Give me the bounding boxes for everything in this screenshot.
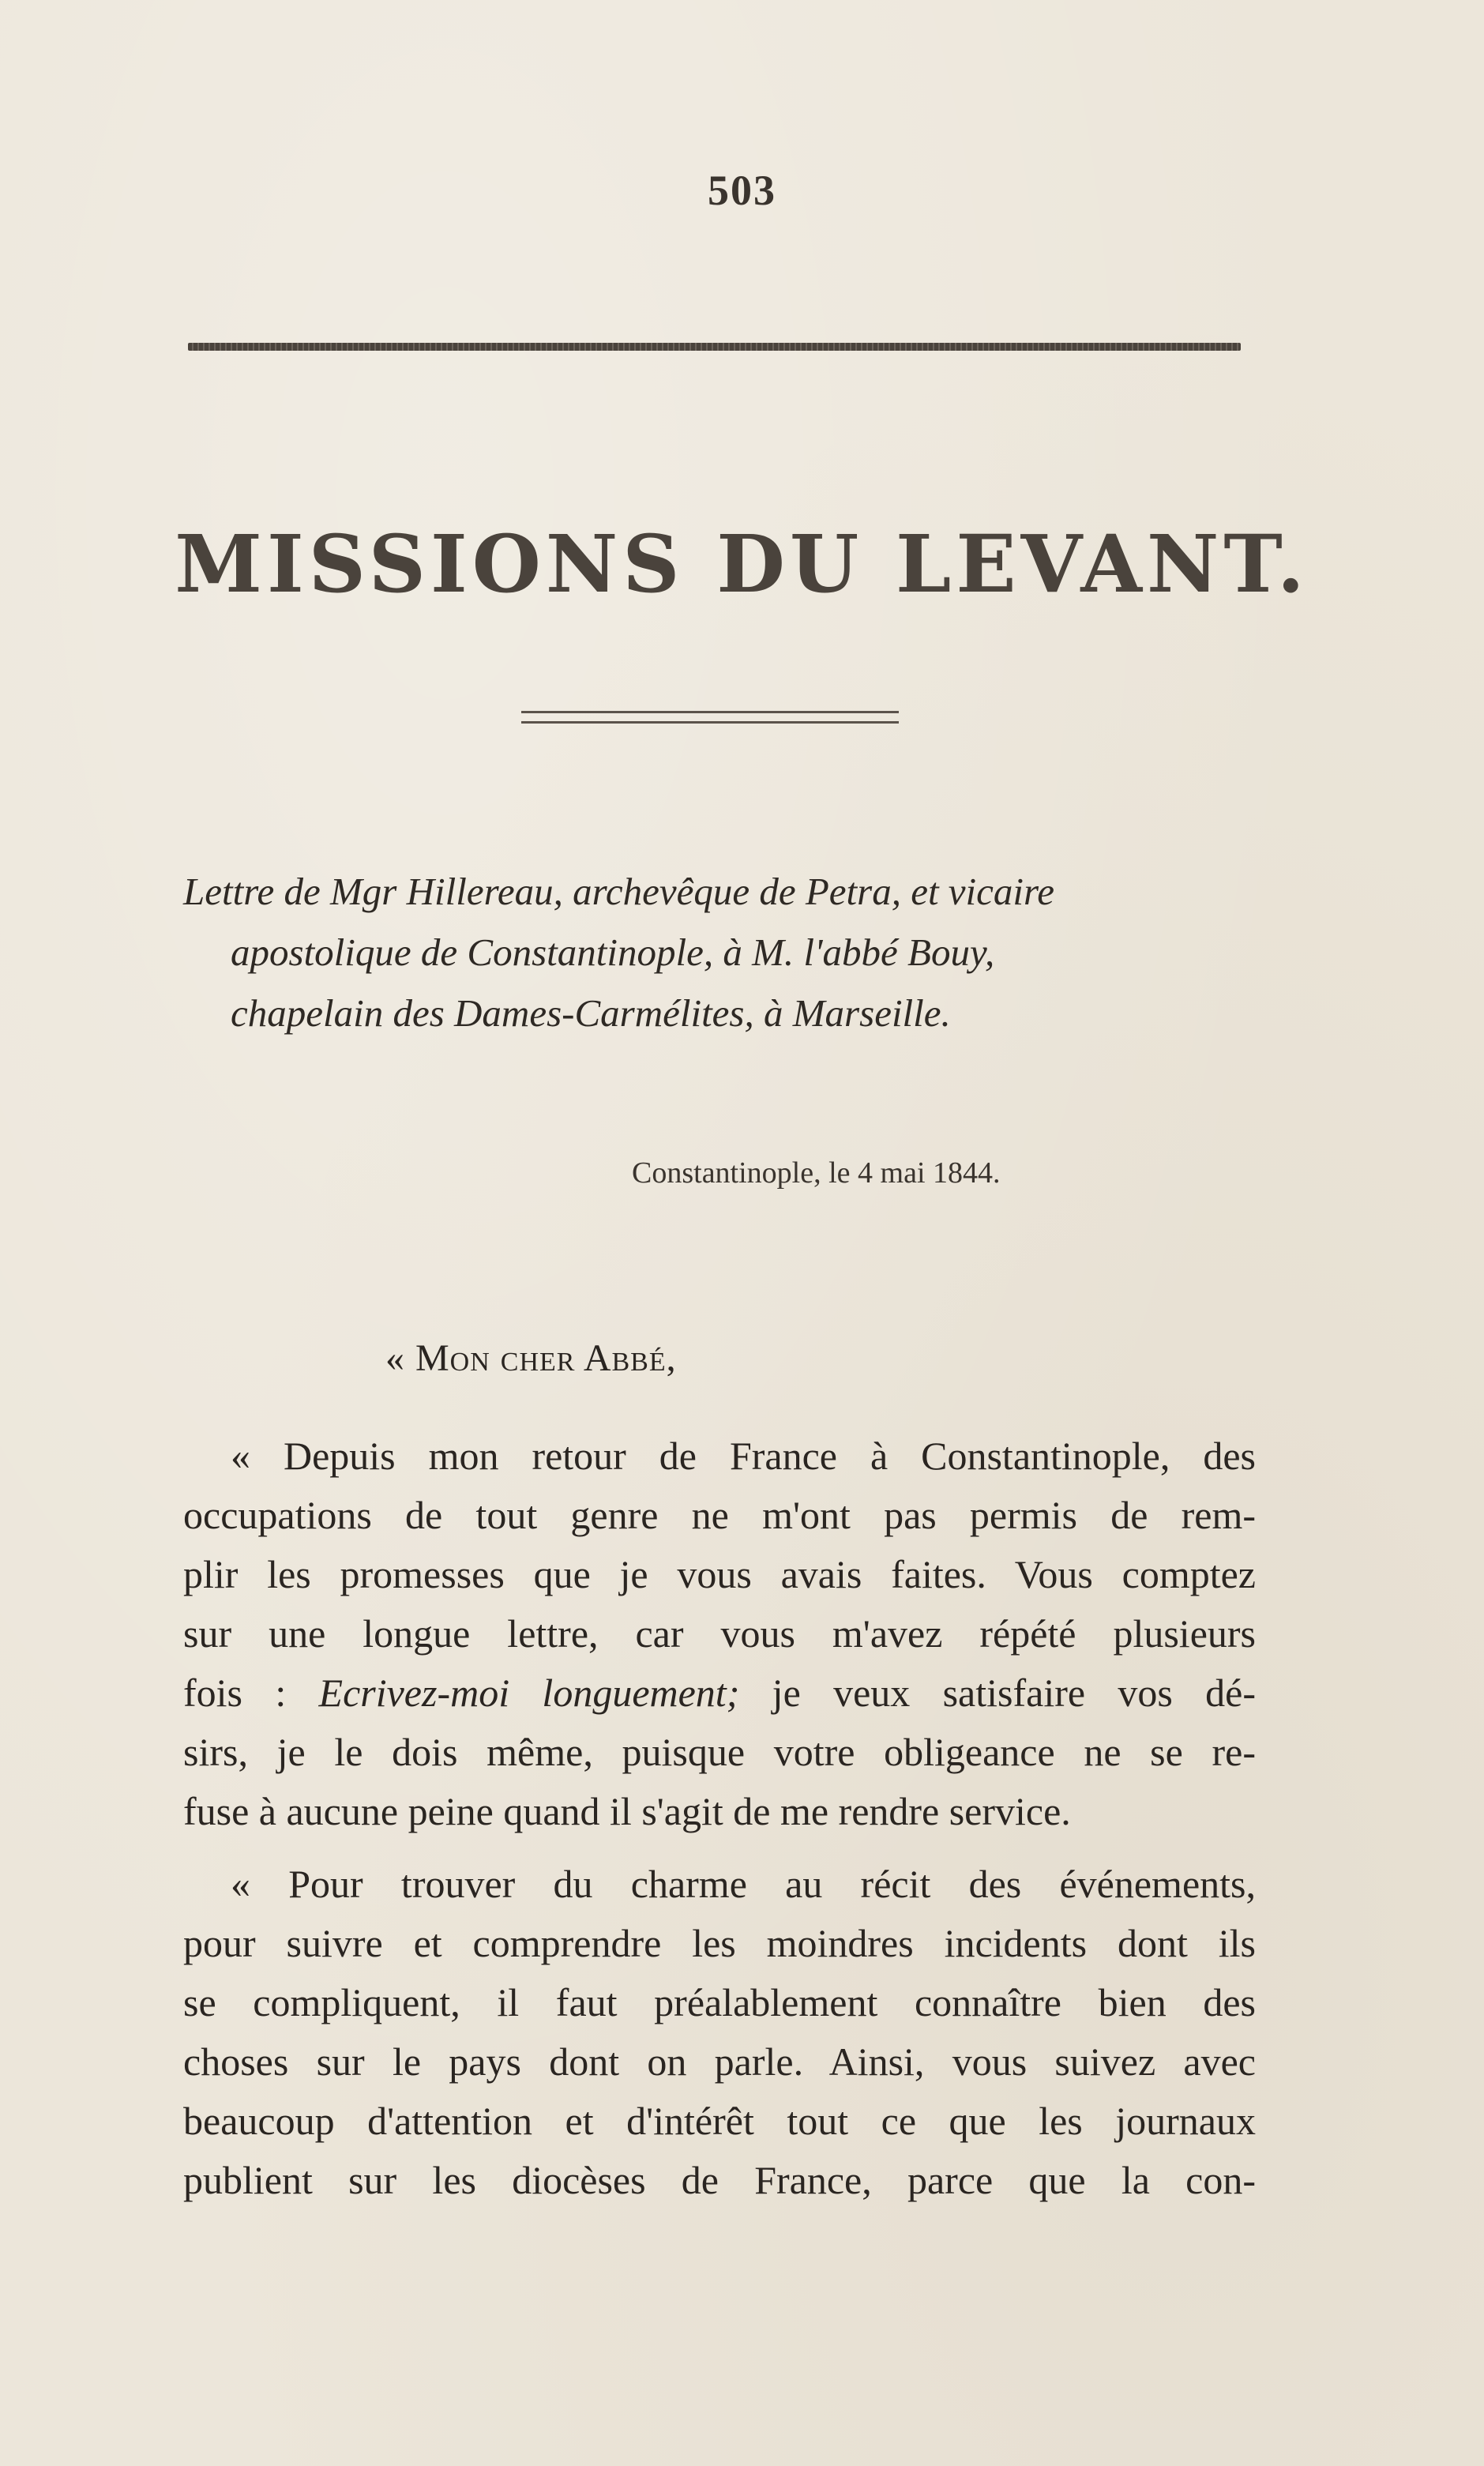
text-line: beaucoup d'attention et d'intérêt tout ce que les journaux <box>183 2099 1256 2143</box>
letter-body <box>183 1427 1256 2224</box>
text-line: « Depuis mon retour de France à Constantinople, des <box>231 1434 1256 1478</box>
page-number: 503 <box>708 167 776 214</box>
text-line: plir les promesses que je vous avais faites. Vous comptez <box>183 1552 1256 1596</box>
italic-phrase: Ecrivez-moi longuement; <box>318 1671 740 1715</box>
heading-line: apostolique de Constantinople, à M. l'abbé Bouy, <box>231 930 995 974</box>
text-line: « Pour trouver du charme au récit des événements, <box>231 1862 1256 1906</box>
heading-line: Lettre de Mgr Hillereau, archevêque de Petra, et vicaire <box>183 870 1055 913</box>
salutation: « Mon cher Abbé, <box>385 1337 677 1379</box>
text-segment: je veux satisfaire vos dé- <box>739 1671 1256 1715</box>
heading-line: chapelain des Dames-Carmélites, à Marseille. <box>231 991 951 1035</box>
text-segment: fois : <box>183 1671 319 1715</box>
text-line: se compliquent, il faut préalablement connaître bien des <box>183 1980 1256 2024</box>
title-rule <box>521 711 899 724</box>
letter-heading <box>183 861 1289 1043</box>
paragraph <box>183 1855 1256 2210</box>
text-line: sirs, je le dois même, puisque votre obligeance ne se re- <box>183 1730 1256 1774</box>
text-line: fuse à aucune peine quand il s'agit de me rendre service. <box>183 1789 1071 1833</box>
text-line: sur une longue lettre, car vous m'avez répété plusieurs <box>183 1611 1256 1656</box>
section-title: MISSIONS DU LEVANT. <box>175 517 1309 611</box>
text-line: choses sur le pays dont on parle. Ainsi, vous suivez avec <box>183 2039 1256 2084</box>
paragraph <box>183 1427 1256 1841</box>
text-line: pour suivre et comprendre les moindres incidents dont ils <box>183 1921 1256 1965</box>
header-rule <box>188 343 1241 351</box>
dateline: Constantinople, le 4 mai 1844. <box>632 1156 1001 1190</box>
text-line: publient sur les diocèses de France, parce que la con- <box>183 2158 1256 2202</box>
text-line <box>183 1663 1256 1723</box>
text-line: occupations de tout genre ne m'ont pas permis de rem- <box>183 1493 1256 1537</box>
